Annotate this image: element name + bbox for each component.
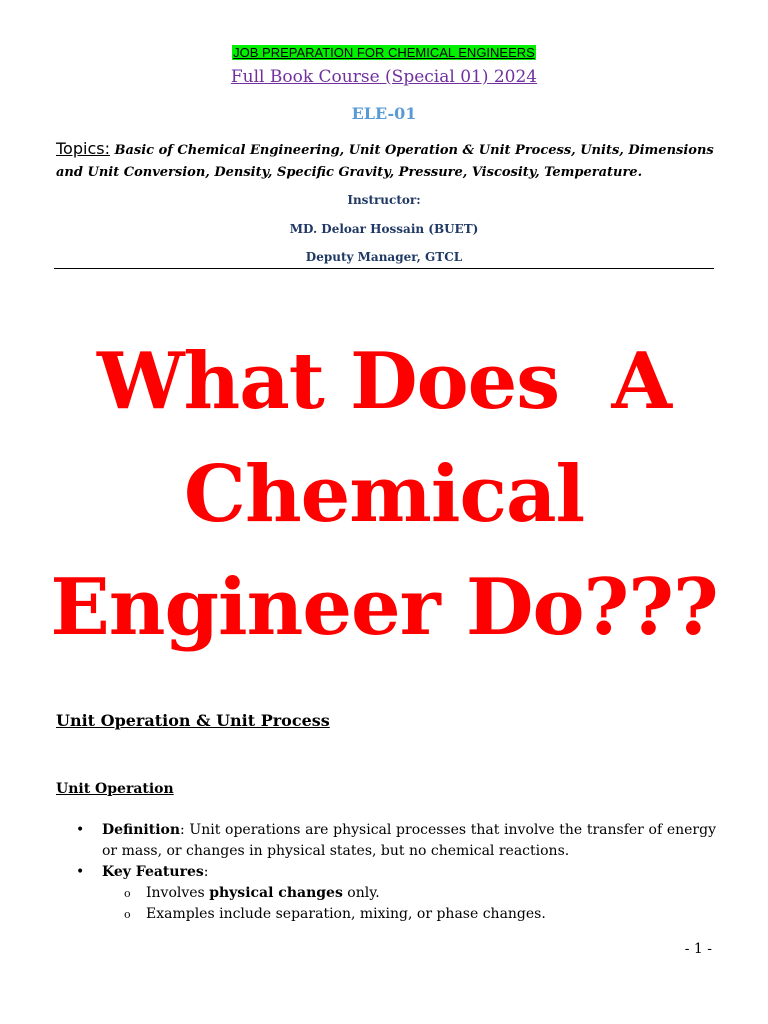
course-title: Full Book Course (Special 01) 2024 [230,67,538,87]
topics-paragraph [56,138,716,184]
bullet-dot: • [76,864,85,880]
topics-text: Basic of Chemical Engineering, Unit Operation & Unit Process, Units, Dimensions and Unit Conversion, Density, Specific Gravity, Pressure, Viscosity, Temperature. [56,143,714,180]
list-item-definition [56,820,716,862]
instructor-title: Deputy Manager, GTCL [305,250,463,264]
key-features-colon: : [203,864,209,880]
sub-list-item-physical-changes [56,883,716,904]
topics-label: Topics: [56,139,110,158]
list-item-key-features [56,862,716,883]
sub-bullet-circle: o [124,887,131,900]
job-banner-text: JOB PREPARATION FOR CHEMICAL ENGINEERS [233,45,535,60]
lecture-code: ELE-01 [351,104,417,123]
sub1-pre: Involves [146,885,210,901]
definition-text: : Unit operations are physical processes that involve the transfer of energy or mass, or changes in physical states, but no chemical reactions. [102,822,716,859]
instructor-name: MD. Deloar Hossain (BUET) [289,222,479,236]
job-banner [0,44,768,61]
key-features-term: Key Features [102,864,204,880]
definition-term: Definition [102,822,181,838]
instructor-label: Instructor: [347,193,421,207]
bullet-dot: • [76,822,85,838]
bullet-list [56,820,716,925]
header-divider [54,268,714,269]
sub2-text: Examples include separation, mixing, or phase changes. [146,906,546,922]
sub1-bold: physical changes [209,885,343,901]
sub-bullet-circle: o [124,908,131,921]
headline: What Does A Chemical Engineer Do??? [50,336,718,653]
sub-list-item-examples [56,904,716,925]
sub1-post: only. [342,885,380,901]
section-heading-unit-operation-process: Unit Operation & Unit Process [56,711,330,730]
subsection-heading-unit-operation: Unit Operation [56,781,174,797]
page-number: - 1 - [684,941,712,957]
